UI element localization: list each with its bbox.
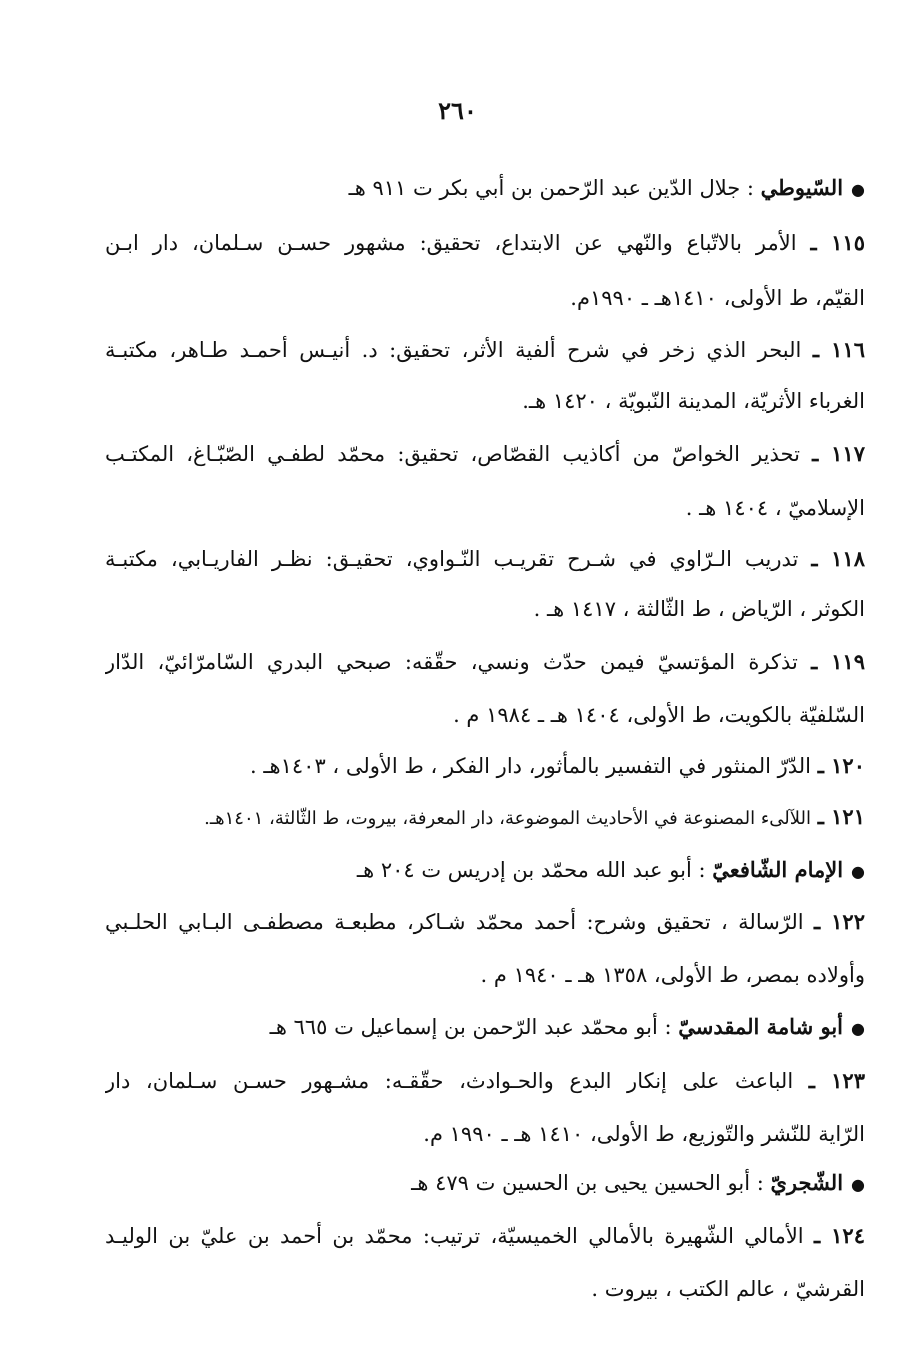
entry-number: ١٢٤ ـ <box>814 1223 865 1248</box>
entry-116-line2: الغرباء الأثريّة، المدينة النّبويّة ، ١٤٢٠ هـ. <box>522 389 865 413</box>
entry-number: ١٢١ ـ <box>817 804 865 829</box>
author-details: جلال الدّين عبد الرّحمن بن أبي بكر ت ٩١١ هـ <box>348 176 741 200</box>
entry-119-line2: السّلفيّة بالكويت، ط الأولى، ١٤٠٤ هـ ـ ١٩٨٤ م . <box>453 703 865 727</box>
bullet-icon: ● <box>851 1019 865 1038</box>
author-heading: ●أبو شامة المقدسيّ : أبو محمّد عبد الرّحمن بن إسماعيل ت ٦٦٥ هـ <box>269 1014 865 1039</box>
entry-number: ١١٧ ـ <box>812 441 865 466</box>
entry-number: ١١٩ ـ <box>811 649 865 674</box>
author-details: أبو محمّد عبد الرّحمن بن إسماعيل ت ٦٦٥ هـ <box>269 1015 658 1039</box>
entry-115-line2: القيّم، ط الأولى، ١٤١٠هـ ـ ١٩٩٠م. <box>570 286 865 310</box>
entry-118-line2: الكوثر ، الرّياض ، ط الثّالثة ، ١٤١٧ هـ . <box>533 597 865 621</box>
entry-number: ١١٥ ـ <box>810 230 865 255</box>
entry-123-line2: الرّاية للنّشر والتّوزيع، ط الأولى، ١٤١٠ هـ ـ ١٩٩٠ م. <box>423 1122 865 1146</box>
bullet-icon: ● <box>851 1175 865 1194</box>
entry-124-line1: ١٢٤ ـ الأمالي الشّهيرة بالأمالي الخميسيّة، ترتيب: محمّد بن أحمد بن عليّ بن الوليـد <box>105 1223 865 1248</box>
entry-121: ١٢١ ـ اللآلىء المصنوعة في الأحاديث الموضوعة، دار المعرفة، بيروت، ط الثّالثة، ١٤٠١هـ. <box>204 804 865 829</box>
author-name: السّيوطي <box>760 175 844 200</box>
author-name: أبو شامة المقدسيّ <box>678 1014 844 1039</box>
author-heading: ●الإمام الشّافعيّ : أبو عبد الله محمّد بن إدريس ت ٢٠٤ هـ <box>356 857 865 882</box>
entry-122-line2: وأولاده بمصر، ط الأولى، ١٣٥٨ هـ ـ ١٩٤٠ م . <box>480 963 865 987</box>
page-number: ٢٦٠ <box>438 96 477 125</box>
author-heading: ●الشّجريّ : أبو الحسين يحيى بن الحسين ت ٤٧٩ هـ <box>411 1170 865 1195</box>
author-details: أبو عبد الله محمّد بن إدريس ت ٢٠٤ هـ <box>356 858 692 882</box>
entry-118-line1: ١١٨ ـ تدريب الـرّاوي في شـرح تقريـب النّـواوي، تحقيـق: نظـر الفاريـابي، مكتبـة <box>105 546 865 571</box>
entry-number: ١١٦ ـ <box>812 337 865 362</box>
entry-number: ١٢٢ ـ <box>814 909 865 934</box>
entry-123-line1: ١٢٣ ـ الباعث على إنكار البدع والحـوادث، حقّقـه: مشـهور حسـن سـلمان، دار <box>105 1068 865 1093</box>
entry-number: ١١٨ ـ <box>811 546 865 571</box>
entry-120: ١٢٠ ـ الدّرّ المنثور في التفسير بالمأثور، دار الفكر ، ط الأولى ، ١٤٠٣هـ . <box>250 753 865 778</box>
author-heading: ●السّيوطي : جلال الدّين عبد الرّحمن بن أبي بكر ت ٩١١ هـ <box>348 175 865 200</box>
bullet-icon: ● <box>851 180 865 199</box>
entry-122-line1: ١٢٢ ـ الرّسالة ، تحقيق وشرح: أحمد محمّد شـاكر، مطبعـة مصطفـى البـابي الحلـبي <box>105 909 865 934</box>
entry-115-line1: ١١٥ ـ الأمر بالاتّباع والنّهي عن الابتداع، تحقيق: مشهور حسـن سـلمان، دار ابـن <box>105 230 865 255</box>
entry-119-line1: ١١٩ ـ تذكرة المؤتسيّ فيمن حدّث ونسي، حقّقه: صبحي البدري السّامرّائيّ، الدّار <box>105 649 865 674</box>
author-name: الإمام الشّافعيّ <box>712 857 844 882</box>
entry-124-line2: القرشيّ ، عالم الكتب ، بيروت . <box>591 1277 865 1301</box>
entry-116-line1: ١١٦ ـ البحر الذي زخر في شرح ألفية الأثر، تحقيق: د. أنيـس أحمـد طـاهر، مكتبـة <box>105 337 865 362</box>
bullet-icon: ● <box>851 862 865 881</box>
entry-number: ١٢٠ ـ <box>817 753 865 778</box>
entry-117-line1: ١١٧ ـ تحذير الخواصّ من أكاذيب القصّاص، تحقيق: محمّد لطفـي الصّبّـاغ، المكتـب <box>105 441 865 466</box>
author-name: الشّجريّ <box>770 1170 844 1195</box>
entry-number: ١٢٣ ـ <box>808 1068 865 1093</box>
entry-117-line2: الإسلاميّ ، ١٤٠٤ هـ . <box>685 496 865 520</box>
author-details: أبو الحسين يحيى بن الحسين ت ٤٧٩ هـ <box>411 1171 751 1195</box>
